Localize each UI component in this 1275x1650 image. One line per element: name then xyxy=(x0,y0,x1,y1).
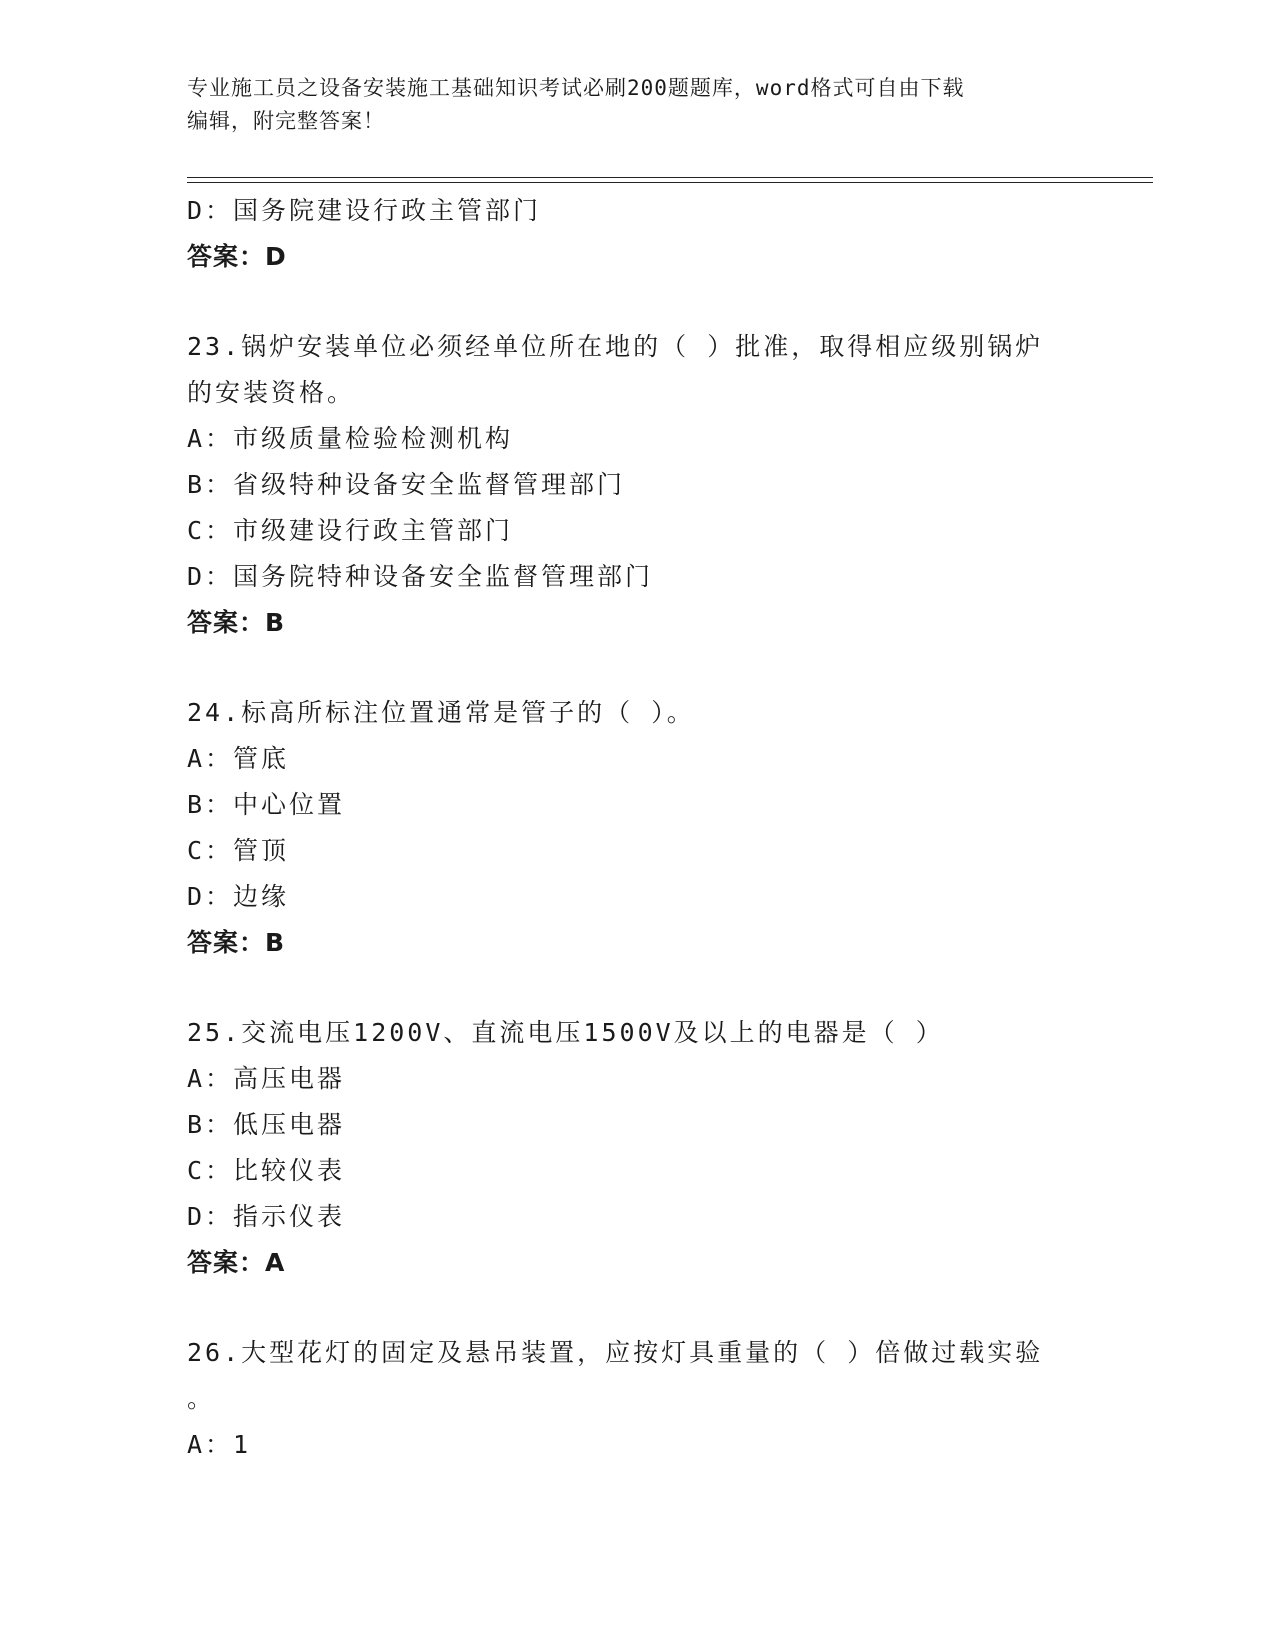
question-text: 26.大型花灯的固定及悬吊装置，应按灯具重量的（ ）倍做过载实验 xyxy=(187,1338,1044,1367)
option-c: C：管顶 xyxy=(187,836,290,865)
header-divider-bottom xyxy=(187,182,1153,183)
option-b: B：省级特种设备安全监督管理部门 xyxy=(187,470,626,499)
question-23 xyxy=(187,324,1087,646)
option-c: C：市级建设行政主管部门 xyxy=(187,516,514,545)
answer: 答案：B xyxy=(187,608,286,637)
document-header xyxy=(187,72,1067,138)
answer: 答案：D xyxy=(187,242,287,271)
prev-question xyxy=(187,188,1087,280)
option-a: A：市级质量检验检测机构 xyxy=(187,424,514,453)
header-line-2: 编辑，附完整答案！ xyxy=(187,109,385,133)
answer: 答案：A xyxy=(187,1248,286,1277)
question-25 xyxy=(187,1010,1087,1286)
option-d: D：国务院建设行政主管部门 xyxy=(187,196,542,225)
question-text: 25.交流电压1200V、直流电压1500V及以上的电器是（ ） xyxy=(187,1018,944,1047)
option-a: A：管底 xyxy=(187,744,290,773)
option-d: D：边缘 xyxy=(187,882,290,911)
header-line-1: 专业施工员之设备安装施工基础知识考试必刷200题题库，word格式可自由下载 xyxy=(187,76,965,100)
option-d: D：指示仪表 xyxy=(187,1202,346,1231)
option-a: A：高压电器 xyxy=(187,1064,346,1093)
header-divider-top xyxy=(187,177,1153,178)
question-text-cont: 。 xyxy=(187,1384,216,1413)
question-26 xyxy=(187,1330,1087,1468)
option-d: D：国务院特种设备安全监督管理部门 xyxy=(187,562,654,591)
answer: 答案：B xyxy=(187,928,286,957)
option-a: A：1 xyxy=(187,1430,252,1459)
option-b: B：中心位置 xyxy=(187,790,346,819)
option-b: B：低压电器 xyxy=(187,1110,346,1139)
question-text: 24.标高所标注位置通常是管子的（ ）。 xyxy=(187,698,695,727)
document-body xyxy=(187,188,1087,1468)
question-24 xyxy=(187,690,1087,966)
option-c: C：比较仪表 xyxy=(187,1156,346,1185)
question-text: 23.锅炉安装单位必须经单位所在地的（ ）批准，取得相应级别锅炉 xyxy=(187,332,1044,361)
question-text-cont: 的安装资格。 xyxy=(187,378,356,407)
